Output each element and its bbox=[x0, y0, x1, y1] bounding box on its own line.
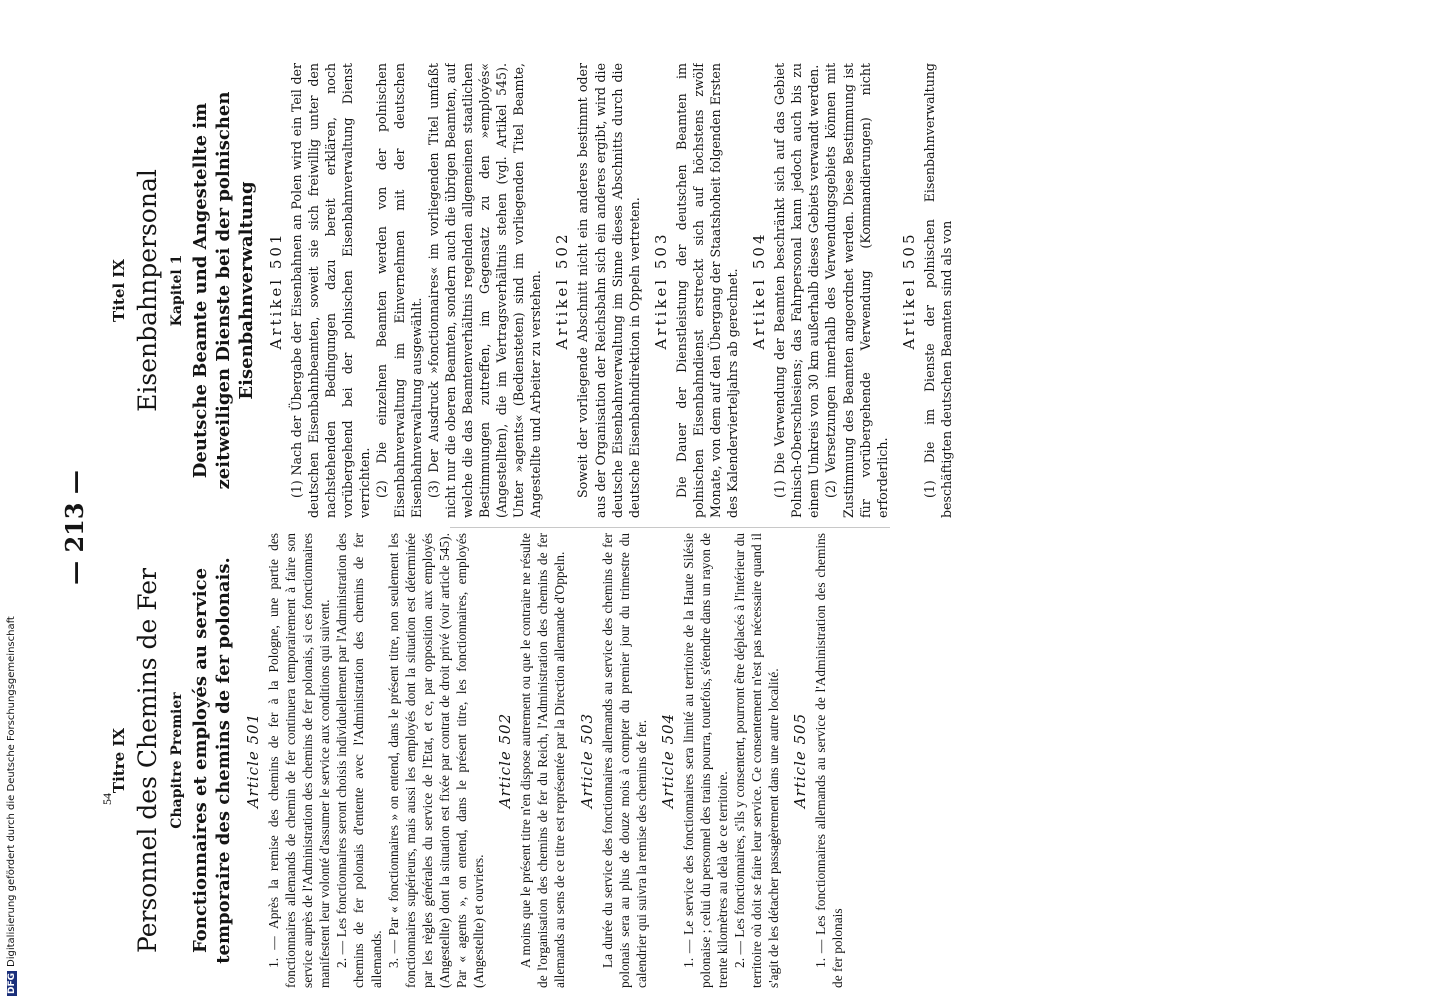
french-article-heading: Article 501 bbox=[244, 712, 262, 809]
french-paragraph: 1. — Le service des fonctionnaires sera limité au territoire de la Haute Silésie polonaise ; celui du personnel des trains pourra, toutefois, s'étendre dans un rayon de trente kilomètres au delà de ce territoire. bbox=[680, 533, 730, 988]
french-article-heading: Article 502 bbox=[496, 712, 515, 809]
french-subtitle: Fonctionnaires et employés au service temporaire des chemins de fer polonais. bbox=[190, 557, 234, 964]
german-titel: Titel IX bbox=[110, 259, 128, 322]
french-article-heading: Article 503 bbox=[577, 712, 596, 809]
german-article-heading: Artikel 505 bbox=[899, 231, 918, 350]
french-paragraph: A moins que le présent titre n'en dispose autrement ou que le contraire ne résulte de l'organisation des chemins de fer du Reich, l'Administration des chemins de fer allemands au sens de ce titre est représentée par la Direction allemande d'Oppeln. bbox=[518, 533, 568, 988]
french-article-heading: Article 504 bbox=[658, 712, 677, 809]
page-number: — 213 — bbox=[60, 470, 89, 585]
german-paragraph: Soweit der vorliegende Abschnitt nicht ein anderes bestimmt oder aus der Organisation der Reichsbahn sich ein anderes ergibt, wird die deutsche Eisenbahnverwaltung im Sinne dieses Abschnitts durch die deutsche Eisenbahndirektion in Oppeln vertreten. bbox=[575, 63, 642, 518]
french-column bbox=[110, 533, 1410, 988]
german-article-heading: Artikel 503 bbox=[651, 231, 670, 350]
german-main-title: Eisenbahnpersonal bbox=[133, 169, 162, 412]
german-article-heading: Artikel 501 bbox=[267, 231, 285, 350]
german-kapitel: Kapitel 1 bbox=[169, 254, 185, 327]
rotated-treaty-page bbox=[50, 55, 1420, 1000]
french-chapitre: Chapitre Premier bbox=[169, 692, 185, 829]
german-paragraph: (3) Der Ausdruck »fonctionnaires« im vorliegenden Titel umfaßt nicht nur die oberen Beamten, sondern auch die übrigen Beamten, auf welche die das Beamtenverhältnis regelnden allgemeinen staatlichen Bestimmungen zutreffen, im Gegensatz zu den »employés« (Angestellten), die im Vertragsverhältnis stehen (vgl. Artikel 545). Unter »agents« (Bediensteten) sind im vorliegenden Titel Beamte, Angestellte und Arbeiter zu verstehen. bbox=[425, 63, 544, 518]
french-paragraph: 2. — Les fonctionnaires seront choisis individuellement par l'Administration des chemins de fer polonais d'entente avec l'Administration des chemins de fer allemands. bbox=[334, 533, 384, 988]
footer-page-number: 54 bbox=[100, 793, 114, 805]
dfg-logo-icon: DFG bbox=[7, 972, 17, 994]
french-paragraph: 3. — Par « fonctionnaires » on entend, dans le présent titre, non seulement les fonctionnaires supérieurs, mais aussi les employés dont la situation est déterminée par les règles générales du service de l'Etat, et ce, par opposition aux employés (Angestellte) dont la situation est fixée par contrat de droit privé (voir article 545). Par « agents », on entend, dans le présent titre, les fonctionnaires, employés (Angestellte) et ouvriers. bbox=[385, 533, 487, 988]
french-main-title: Personnel des Chemins de Fer bbox=[133, 568, 162, 953]
french-paragraph: La durée du service des fonctionnaires allemands au service des chemins de fer polonais sera au plus de douze mois à compter du premier jour du trimestre du calendrier qui suivra la remise des chemins de fer. bbox=[599, 533, 649, 988]
german-column bbox=[110, 63, 1410, 518]
french-paragraph: 1. — Les fonctionnaires allemands au service de l'Administration des chemins de fer polonais bbox=[813, 533, 846, 988]
german-paragraph: (2) Versetzungen innerhalb des Verwendungsgebiets können mit Zustimmung des Beamten angeordnet werden. Diese Bestimmung ist für vorübergehende Verwendung (Kommandierungen) nicht erforderlich. bbox=[823, 63, 890, 518]
french-paragraph: 1. — Après la remise des chemins de fer à la Pologne, une partie des fonctionnaires allemands de chemin de fer continuera temporairement à faire son service auprès de l'Administration des chemins de fer polonais, si ces fonctionnaires manifestent leur volonté d'assumer le service aux conditions qui suivent. bbox=[266, 533, 333, 988]
german-paragraph: (1) Die Verwendung der Beamten beschränkt sich auf das Gebiet Polnisch-Oberschlesiens; das Fahrpersonal kann jedoch auch bis zu einem Umkreis von 30 km außerhalb dieses Gebiets verwandt werden. bbox=[772, 63, 822, 518]
column-divider bbox=[450, 527, 890, 528]
digitization-credit-text: Digitalisierung gefördert durch die Deutsche Forschungsgemeinschaft bbox=[6, 616, 17, 967]
german-paragraph: (2) Die einzelnen Beamten werden von der polnischen Eisenbahnverwaltung im Einvernehmen mit der deutschen Eisenbahnverwaltung ausgewählt. bbox=[374, 63, 424, 518]
german-subtitle: Deutsche Beamte und Angestellte im zeitweiligen Dienste bei der polnischen Eisenbahnverwaltung bbox=[190, 91, 257, 490]
german-paragraph: (1) Die im Dienste der polnischen Eisenbahnverwaltung beschäftigten deutschen Beamten sind als von bbox=[921, 63, 954, 518]
french-titre: Titre IX bbox=[110, 727, 128, 794]
german-paragraph: Die Dauer der Dienstleistung der deutschen Beamten im polnischen Eisenbahndienst erstreckt sich auf höchstens zwölf Monate, von dem auf den Übergang der Staatshoheit folgenden Ersten des Kalendervierteljahrs ab gerechnet. bbox=[673, 63, 741, 518]
french-paragraph: 2. — Les fonctionnaires, s'ils y consentent, pourront être déplacés à l'intérieur du territoire où doit se faire leur service. Ce consentement n'est pas nécessaire quand il s'agit de les détacher passagèrement dans une autre localité. bbox=[732, 533, 782, 988]
german-article-heading: Artikel 504 bbox=[750, 231, 769, 350]
french-article-heading: Article 505 bbox=[791, 712, 810, 809]
german-article-heading: Artikel 502 bbox=[553, 231, 572, 350]
digitization-credit bbox=[6, 616, 17, 996]
german-paragraph: (1) Nach der Übergabe der Eisenbahnen an Polen wird ein Teil der deutschen Eisenbahnbeamten, soweit sie sich freiwillig unter den nachstehenden Bedingungen dazu bereit erklären, noch vorübergehend bei der polnischen Eisenbahnverwaltung Dienst verrichten. bbox=[289, 63, 373, 518]
